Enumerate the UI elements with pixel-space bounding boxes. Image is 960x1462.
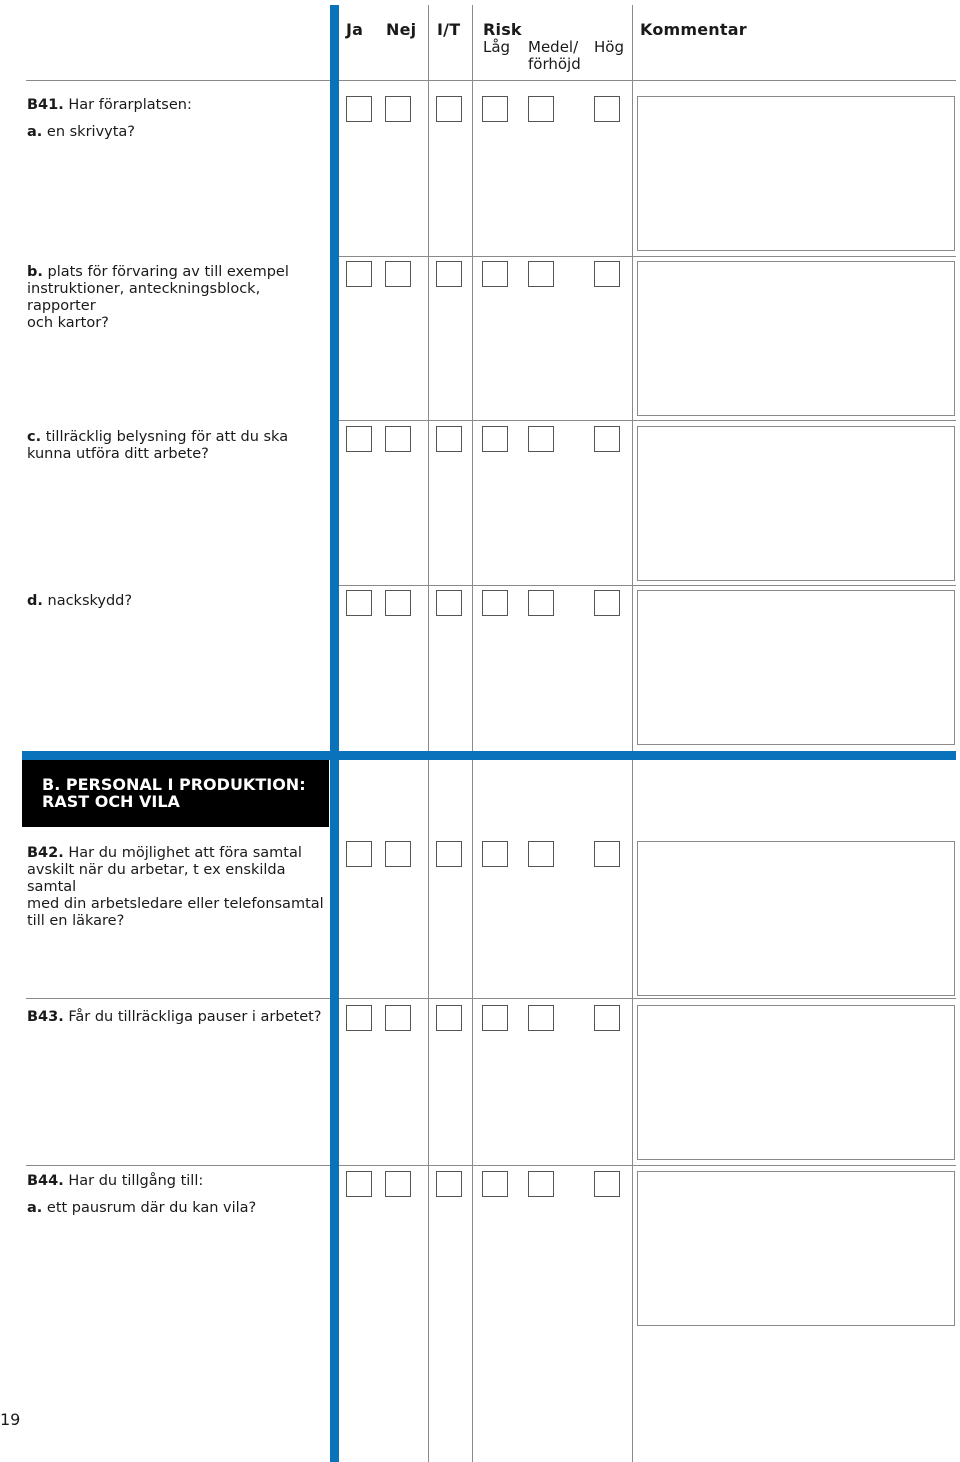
checkbox-b41a-risk-hog[interactable] (594, 96, 620, 122)
checkbox-b41c-risk-hog[interactable] (594, 426, 620, 452)
col-divider-it-risk (472, 5, 473, 1462)
checkbox-b43-nej[interactable] (385, 1005, 411, 1031)
checkbox-b41d-it[interactable] (436, 590, 462, 616)
question-b44: B44. Har du tillgång till: (27, 1173, 204, 1189)
header-hog: Hög (594, 38, 624, 56)
question-b42: B42. Har du möjlighet att föra samtal avskilt när du arbetar, t ex enskilda samtal med din arbetsledare eller telefonsamtal till en läkare? (27, 845, 324, 929)
header-it: I/T (437, 20, 461, 39)
checkbox-b43-it[interactable] (436, 1005, 462, 1031)
header-medel: Medel/ (528, 38, 579, 56)
checkbox-b43-risk-lag[interactable] (482, 1005, 508, 1031)
row-divider (26, 998, 956, 999)
col-divider-ja-nej (428, 5, 429, 1462)
checkbox-b41b-ja[interactable] (346, 261, 372, 287)
checkbox-b41a-ja[interactable] (346, 96, 372, 122)
header-risk: Risk (483, 20, 522, 39)
question-b43: B43. Får du tillräckliga pauser i arbetet? (27, 1009, 322, 1025)
checkbox-b44a-nej[interactable] (385, 1171, 411, 1197)
checkbox-b41d-risk-hog[interactable] (594, 590, 620, 616)
checkbox-b41c-risk-lag[interactable] (482, 426, 508, 452)
checkbox-b42-ja[interactable] (346, 841, 372, 867)
checkbox-b41c-nej[interactable] (385, 426, 411, 452)
question-b41d: d. nackskydd? (27, 593, 133, 609)
question-b44a: a. ett pausrum där du kan vila? (27, 1200, 257, 1216)
checkbox-b43-ja[interactable] (346, 1005, 372, 1031)
question-b41: B41. Har förarplatsen: (27, 97, 192, 113)
checkbox-b41c-ja[interactable] (346, 426, 372, 452)
checkbox-b41b-risk-hog[interactable] (594, 261, 620, 287)
checkbox-b41d-risk-medel[interactable] (528, 590, 554, 616)
checkbox-b42-nej[interactable] (385, 841, 411, 867)
header-divider (26, 80, 956, 81)
comment-box-b42[interactable] (637, 841, 955, 996)
section-header (22, 760, 329, 827)
blue-vertical-bar (330, 5, 339, 1462)
checkbox-b44a-risk-hog[interactable] (594, 1171, 620, 1197)
checkbox-b41d-risk-lag[interactable] (482, 590, 508, 616)
checkbox-b41a-risk-medel[interactable] (528, 96, 554, 122)
checkbox-b42-it[interactable] (436, 841, 462, 867)
question-b41a: a. en skrivyta? (27, 124, 135, 140)
question-b41c: c. tillräcklig belysning för att du ska kunna utföra ditt arbete? (27, 429, 289, 462)
row-divider (339, 256, 956, 257)
checkbox-b41c-risk-medel[interactable] (528, 426, 554, 452)
section-title-line2: RAST OCH VILA (42, 792, 180, 811)
checkbox-b41a-nej[interactable] (385, 96, 411, 122)
checkbox-b41b-it[interactable] (436, 261, 462, 287)
header-ja: Ja (346, 20, 364, 39)
question-b41b: b. plats för förvaring av till exempel instruktioner, anteckningsblock, rapporter och kartor? (27, 264, 289, 331)
checkbox-b41a-it[interactable] (436, 96, 462, 122)
row-divider (339, 420, 956, 421)
comment-box-b41b[interactable] (637, 261, 955, 416)
col-divider-risk-kommentar (632, 5, 633, 1462)
header-lag: Låg (483, 38, 511, 56)
checkbox-b43-risk-hog[interactable] (594, 1005, 620, 1031)
blue-horizontal-bar (22, 751, 956, 760)
checkbox-b44a-risk-medel[interactable] (528, 1171, 554, 1197)
comment-box-b44a[interactable] (637, 1171, 955, 1326)
header-forhojd: förhöjd (528, 55, 581, 73)
checkbox-b41d-ja[interactable] (346, 590, 372, 616)
checkbox-b42-risk-medel[interactable] (528, 841, 554, 867)
checkbox-b41d-nej[interactable] (385, 590, 411, 616)
page-number: 19 (0, 1410, 21, 1429)
header-nej: Nej (386, 20, 417, 39)
checkbox-b43-risk-medel[interactable] (528, 1005, 554, 1031)
checkbox-b41b-risk-medel[interactable] (528, 261, 554, 287)
checkbox-b41a-risk-lag[interactable] (482, 96, 508, 122)
comment-box-b43[interactable] (637, 1005, 955, 1160)
comment-box-b41a[interactable] (637, 96, 955, 251)
checkbox-b41b-nej[interactable] (385, 261, 411, 287)
row-divider (339, 585, 956, 586)
comment-box-b41c[interactable] (637, 426, 955, 581)
checkbox-b41b-risk-lag[interactable] (482, 261, 508, 287)
checkbox-b42-risk-lag[interactable] (482, 841, 508, 867)
checkbox-b42-risk-hog[interactable] (594, 841, 620, 867)
section-title-line1: B. PERSONAL I PRODUKTION: (42, 775, 306, 794)
checkbox-b44a-it[interactable] (436, 1171, 462, 1197)
checkbox-b44a-ja[interactable] (346, 1171, 372, 1197)
header-kommentar: Kommentar (640, 20, 747, 39)
checkbox-b44a-risk-lag[interactable] (482, 1171, 508, 1197)
row-divider (26, 1165, 956, 1166)
comment-box-b41d[interactable] (637, 590, 955, 745)
checkbox-b41c-it[interactable] (436, 426, 462, 452)
